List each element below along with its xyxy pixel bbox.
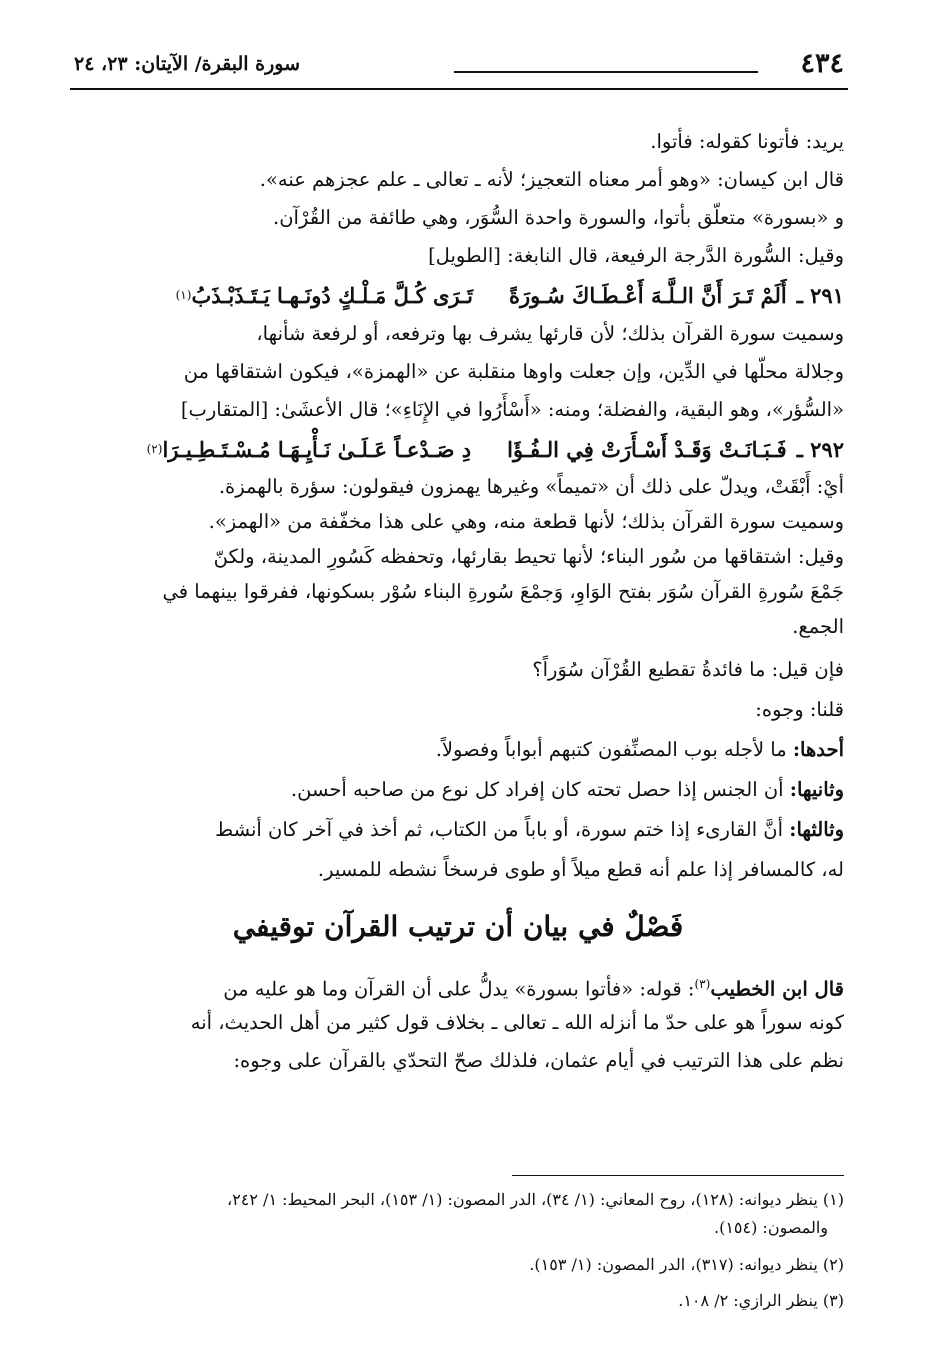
footnotes [72, 1186, 844, 1319]
paragraph: قال ابن كيسان: «وهو أمر معناه التعجيز؛ لأنه ـ تعالى ـ علم عجزهم عنه». [259, 168, 844, 191]
item-label: وثانيها: [789, 778, 844, 801]
header-dash [454, 71, 758, 73]
footnote-3: (٣) ينظر الرازي: ٢/ ١٠٨. [678, 1291, 844, 1310]
author-label: قال ابن الخطيب [710, 977, 844, 1001]
item-text: أن الجنس إذا حصل تحته كان إفراد كل نوع من صاحبه أحسن. [290, 778, 790, 801]
verse-hemistich: دِ صَـدْعـاً عَـلَـىٰ نَـأْيِـهَـا مُـسْـتَـطِـيـرَا [162, 436, 472, 462]
verse-291 [72, 275, 844, 315]
paragraph-line: نظم على هذا الترتيب في أيام عثمان، فلذلك صحّ التحدّي بالقرآن على وجوه: [233, 1049, 844, 1072]
list-item [72, 770, 844, 810]
footnote-rule [512, 1175, 844, 1176]
paragraph-line: له، كالمسافر إذا علم أنه قطع ميلاً أو طوى فرسخاً نشطه للمسير. [317, 858, 844, 881]
paragraph-line: «السُّؤر»، وهو البقية، والفضلة؛ ومنه: «أَسْأَرُوا في الإِنَاءِ»؛ قال الأعشَىٰ: [المتقارب] [180, 398, 844, 421]
verse-292 [72, 429, 844, 469]
paragraph: أيْ: أَبْقَتْ، ويدلّ على ذلك أن «تميماً» وغيرها يهمزون فيقولون: سؤرة بالهمزة. [218, 475, 844, 498]
section-heading: فَصْلٌ في بيان أن ترتيب القرآن توقيفي [232, 910, 684, 943]
footnote-ref: (١) [175, 288, 192, 302]
verse-hemistich: تَـرَى كُـلَّ مَـلْـكٍ دُونَـهـا يَـتَـذَبْـذَبُ [191, 282, 473, 308]
running-title: سورة البقرة/ الآيتان: ٢٣، ٢٤ [74, 53, 300, 75]
paragraph: قلنا: وجوه: [755, 698, 844, 721]
footnote-1-cont: والمصون: (١٥٤). [713, 1218, 828, 1237]
page-header [74, 46, 844, 82]
verse-hemistich: فَـبَـانَـتْ وَقَـدْ أَسْـأَرَتْ فِي الـفُـؤَا [507, 436, 787, 462]
paragraph: فإن قيل: ما فائدةُ تقطيع القُرْآن سُوَراً؟ [532, 658, 844, 681]
verse-number: ٢٩٢ ـ [796, 436, 844, 462]
item-text: أنَّ القارىء إذا ختم سورة، أو باباً من الكتاب، ثم أخذ في آخر كان أنشط [215, 818, 790, 841]
footnote-1: (١) ينظر ديوانه: (١٢٨)، روح المعاني: (١/ ٣٤)، الدر المصون: (١/ ١٥٣)، البحر المحيط: ١/ ٢٤٢، [227, 1190, 844, 1209]
paragraph-line [72, 964, 844, 1004]
paragraph: وسميت سورة القرآن بذلك؛ لأنها قطعة منه، وهي على هذا مخفّفة من «الهمز». [208, 510, 844, 533]
item-label: وثالثها: [789, 818, 844, 841]
paragraph-line: وقيل: اشتقاقها من سُور البناء؛ لأنها تحيط بقارئها، وتحفظه كَسُورِ المدينة، ولكنّ [213, 545, 844, 568]
verse-number: ٢٩١ ـ [796, 282, 844, 308]
list-item [72, 810, 844, 850]
paragraph-line: كونه سوراً هو على حدّ ما أنزله الله ـ تعالى ـ بخلاف قول كثير من أهل الحديث، أنه [190, 1011, 844, 1034]
footnote-2: (٢) ينظر ديوانه: (٣١٧)، الدر المصون: (١/ ١٥٣). [529, 1255, 844, 1274]
list-item [72, 730, 844, 770]
header-rule [70, 88, 848, 90]
page-number: ٤٣٤ [800, 48, 844, 79]
main-text [72, 123, 844, 1080]
footnote-ref: (٣) [694, 977, 711, 991]
paragraph: وقيل: السُّورة الدَّرجة الرفيعة، قال النابغة: [الطويل] [428, 244, 844, 267]
item-text: ما لأجله بوب المصنِّفون كتبهم أبواباً وفصولاً. [435, 738, 793, 761]
paragraph-text: : قوله: «فأتوا بسورة» يدلُّ على أن القرآن وما هو عليه من [223, 977, 695, 1001]
paragraph: يريد: فأتونا كقوله: فأتوا. [650, 130, 844, 153]
verse-hemistich: أَلَمْ تَـرَ أَنَّ الـلَّـهَ أَعْـطَـاكَ سُـورَةً [508, 282, 787, 308]
paragraph-line: جَمْعَ سُورةِ القرآن سُوَر بفتح الوَاوِ، وَجمْعَ سُورةِ البناء سُوْر بسكونها، ففرقوا بينهما في [162, 580, 844, 603]
paragraph-line: وسميت سورة القرآن بذلك؛ لأن قارئها يشرف بها وترفعه، أو لرفعة شأنها، [256, 322, 844, 345]
paragraph-line: وجلالة محلّها في الدِّين، وإن جعلت واوها منقلبة عن «الهمزة»، فيكون اشتقاقها من [183, 360, 844, 383]
paragraph-line: الجمع. [792, 615, 844, 638]
footnote-ref: (٢) [146, 442, 163, 456]
item-label: أحدها: [792, 738, 844, 761]
paragraph: و «بسورة» متعلّق بأتوا، والسورة واحدة السُّوَر، وهي طائفة من القُرْآن. [273, 206, 844, 229]
